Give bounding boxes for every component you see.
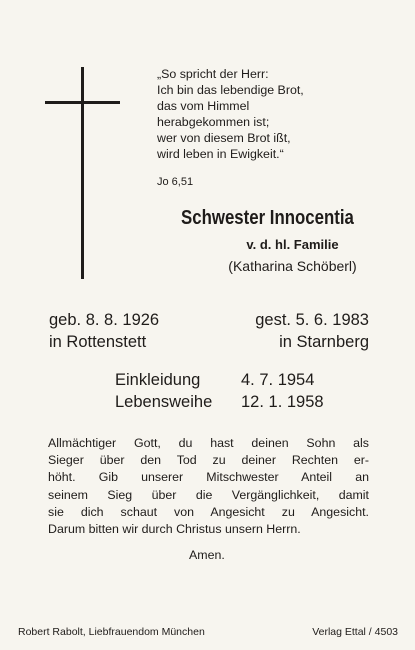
- religious-order: v. d. hl. Familie: [246, 237, 339, 252]
- prayer-line: Sieger über den Tod zu deiner Rechten er-: [48, 453, 369, 468]
- quote-line: Ich bin das lebendige Brot,: [157, 83, 304, 97]
- life-dates: [49, 309, 369, 353]
- vow-label: Lebensweihe: [115, 393, 213, 411]
- birth-place: in Rottenstett: [49, 333, 147, 351]
- secular-name: (Katharina Schöberl): [228, 258, 357, 274]
- printer-credit: Robert Rabolt, Liebfrauendom München: [18, 626, 205, 638]
- cross-icon-crossbar: [45, 101, 120, 104]
- person-name: Schwester Innocentia: [181, 206, 354, 229]
- prayer-line: seinem Sieg über die Vergänglichkeit, damit: [48, 487, 369, 502]
- quote-line: wird leben in Ewigkeit.“: [157, 147, 284, 161]
- vow-date: 4. 7. 1954: [241, 371, 315, 389]
- quote-line: herabgekommen ist;: [157, 115, 270, 129]
- prayer-line: Darum bitten wir durch Christus unsern Herrn.: [48, 522, 301, 537]
- prayer-line: sie dich schaut von Angesicht zu Angesicht.: [48, 504, 369, 519]
- vow-date: 12. 1. 1958: [241, 393, 324, 411]
- vow-label: Einkleidung: [115, 371, 201, 389]
- birth-date: geb. 8. 8. 1926: [49, 311, 160, 329]
- footer: [18, 626, 398, 638]
- quote-line: wer von diesem Brot ißt,: [157, 131, 291, 145]
- quote-line: das vom Himmel: [157, 99, 250, 113]
- quote-line: „So spricht der Herr:: [157, 67, 269, 81]
- prayer-line: höht. Gib unserer Mitschwester Anteil an: [48, 470, 369, 485]
- death-date: gest. 5. 6. 1983: [255, 311, 369, 329]
- death-place: in Starnberg: [279, 333, 369, 351]
- publisher-credit: Verlag Ettal / 4503: [312, 626, 398, 638]
- prayer-line: Allmächtiger Gott, du hast deinen Sohn als: [48, 436, 369, 450]
- quote-reference: Jo 6,51: [157, 176, 194, 188]
- prayer-text: [48, 435, 369, 538]
- amen: Amen.: [189, 548, 225, 562]
- vow-dates: [115, 369, 324, 413]
- bible-quote: [157, 66, 397, 162]
